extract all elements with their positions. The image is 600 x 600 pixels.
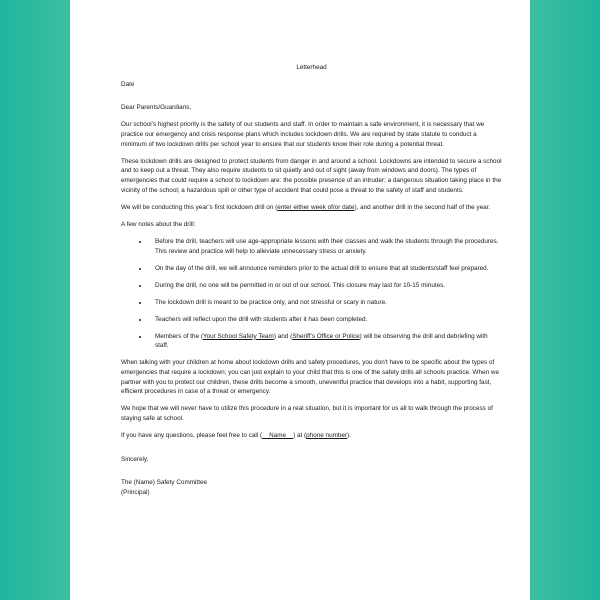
date-line: Date	[121, 80, 135, 88]
notes-list	[121, 237, 502, 351]
observers-text-before: Members of the (	[155, 332, 203, 340]
drill-schedule-text-before: We will be conducting this year’s first lockdown drill on (	[121, 203, 278, 211]
observers-text-after: ) will be observing the drill and debriefing with staff.	[155, 332, 488, 350]
paragraph-drill-schedule	[121, 203, 502, 213]
paragraph-contact	[121, 431, 502, 441]
signature-block	[121, 478, 502, 497]
contact-text-mid: ) at (	[293, 432, 307, 440]
signature-principal: (Principal)	[121, 488, 150, 496]
paragraph-lockdown-design: These lockdown drills are designed to protect students from danger in and around a school. Lockdowns are intended to secure a school and to keep out a threat. They also require students to sit quietly and out of sight (away from windows and doors). The types of emergencies that could require a school to lockdown are: the possible presence of an intruder; a dangerous situation taking place in the vicinity of the school; a hazardous spill or other type of accident that could pose a threat to the safety of staff and students.	[121, 157, 502, 194]
phone-number-placeholder: phone number	[306, 432, 348, 440]
letterhead: Letterhead	[296, 64, 327, 71]
contact-text-after: ).	[347, 432, 351, 440]
closing: Sincerely,	[121, 455, 149, 463]
list-item	[149, 332, 502, 351]
list-item: • On the day of the drill, we will announce reminders prior to the actual drill to ensure that all students/staff feel prepared.	[149, 264, 502, 274]
contact-text-before: If you have any questions, please feel free to call (	[121, 432, 263, 440]
notes-intro: A few notes about the drill:	[121, 220, 196, 228]
police-placeholder: Sheriff’s Office or Police	[292, 332, 360, 340]
safety-team-placeholder: Your School Safety Team	[202, 332, 274, 340]
paragraph-priority: Our school’s highest priority is the safety of our students and staff. In order to maintain a safe environment, it is necessary that we practice our emergency and crisis response plans which includes lockdown drills. We are required by state statute to conduct a minimum of two lockdown drills per school year to ensure that our students know their role during a potential threat.	[121, 121, 485, 148]
list-item: • During the drill, no one will be permitted in or out of our school. This closure may last for 10-15 minutes.	[149, 281, 502, 291]
paragraph-talking-with-children: When talking with your children at home about lockdown drills and safety procedures, you don't have to be specific about the types of emergencies that require a lockdown; you can just explain to your child that this is one of the safety drills all schools practice. When we partner with you to protect our children, these drills become a smooth, uneventful practice that develops into a habit, supporting fast, efficient procedures in case of a threat or emergency.	[121, 359, 499, 396]
signature-committee: The (Name) Safety Committee	[121, 479, 208, 487]
list-item: • The lockdown drill is meant to be practice only, and not stressful or scary in nature.	[149, 298, 502, 308]
list-item: • Teachers will reflect upon the drill with students after it has been completed.	[149, 315, 502, 325]
paragraph-hope: We hope that we will never have to utilize this procedure in a real situation, but it is important for us all to walk through the process of staying safe at school.	[121, 405, 493, 422]
contact-name-placeholder: Name	[262, 432, 294, 440]
salutation: Dear Parents/Guardians,	[121, 104, 192, 112]
observers-text-mid: ) and (	[273, 332, 293, 340]
drill-schedule-text-after: ), and another drill in the second half of the year.	[354, 203, 491, 211]
list-item: • Before the drill, teachers will use age-appropriate lessons with their classes and walk the students through the procedures. This review and practice will help to alleviate unnecessary stress or anxiety.	[149, 237, 502, 256]
letter-page	[70, 0, 530, 600]
drill-date-placeholder: enter either week of/or date	[277, 203, 355, 211]
